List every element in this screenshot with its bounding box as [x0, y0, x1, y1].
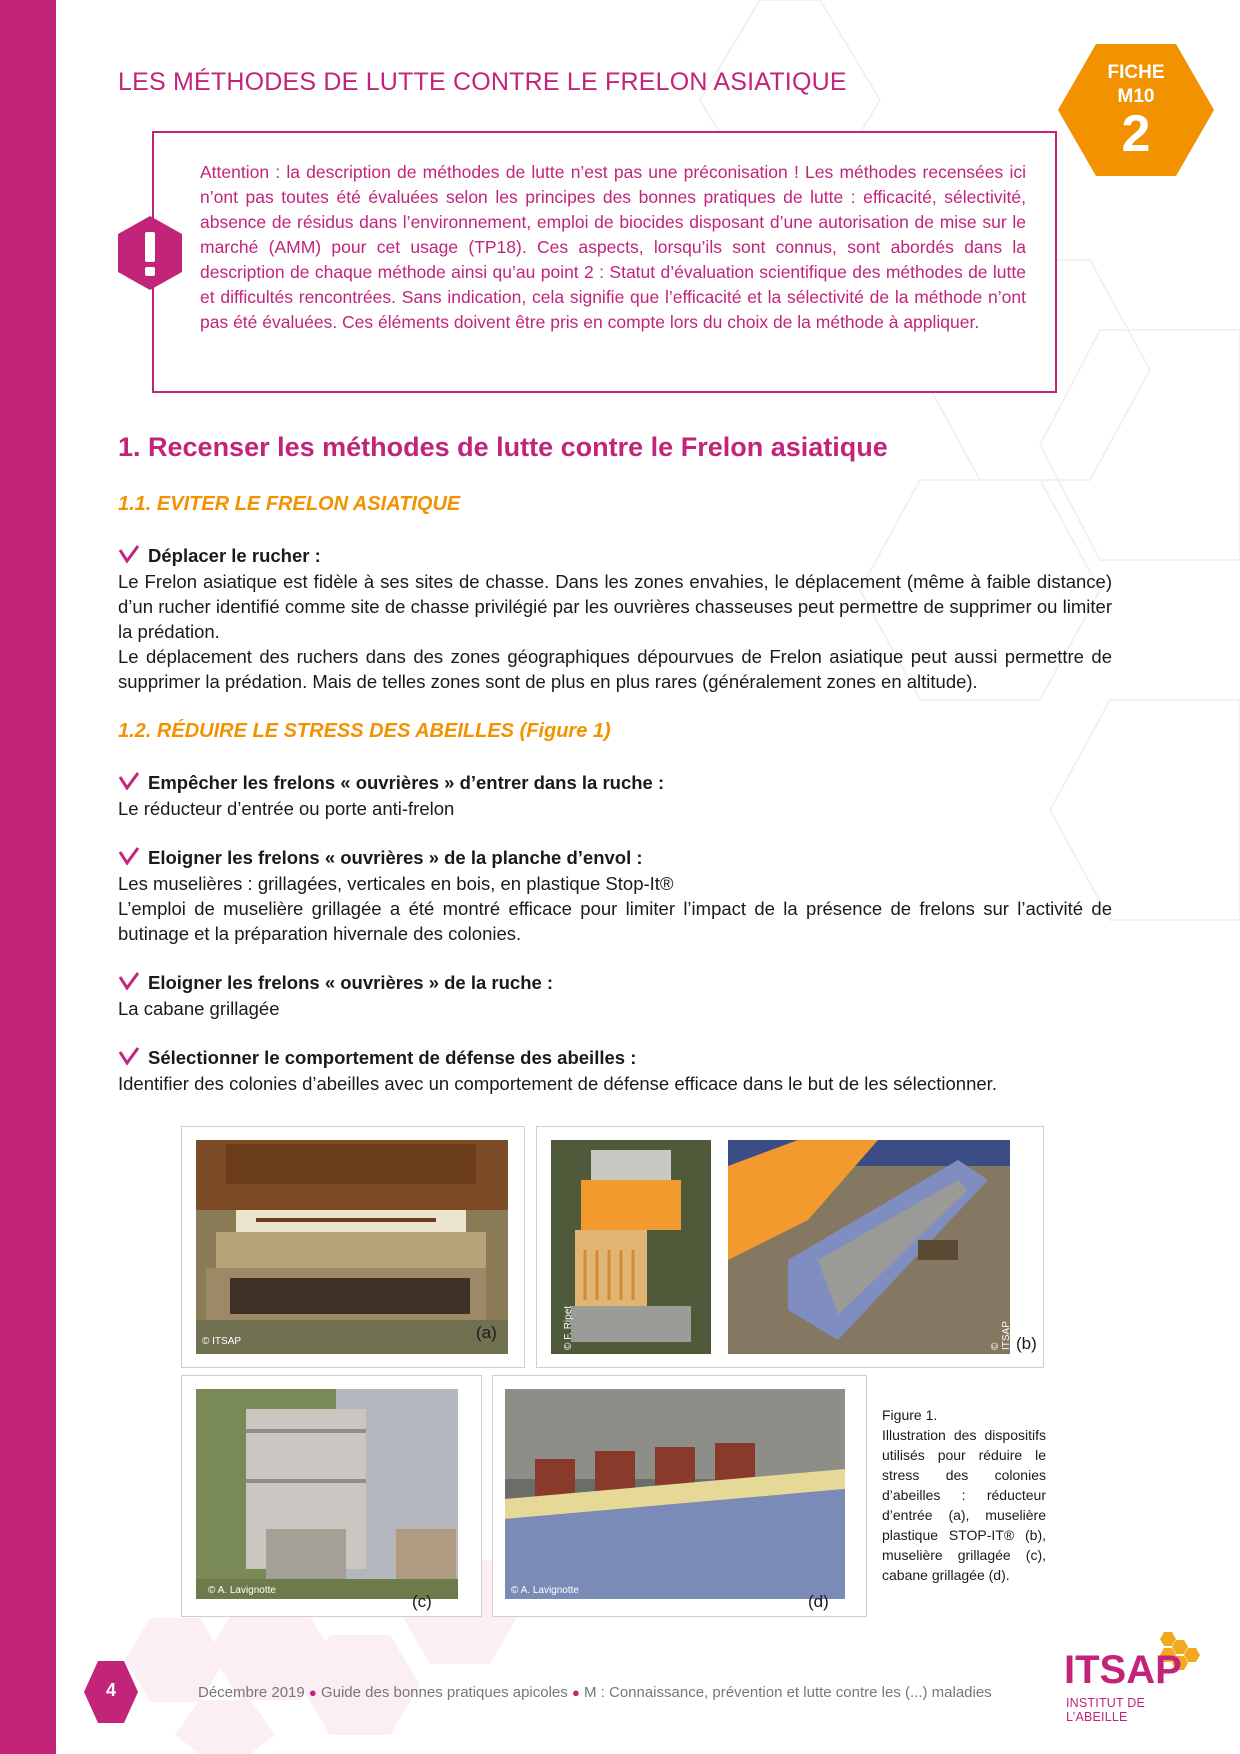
- exclamation-hexagon-icon: [118, 216, 182, 290]
- item-heading-label: Empêcher les frelons « ouvrières » d’entrer dans la ruche :: [148, 772, 665, 793]
- item-heading-label: Eloigner les frelons « ouvrières » de la planche d’envol :: [148, 847, 643, 868]
- item-heading-eloigner-planche: [118, 846, 643, 869]
- photo-wire-cage: [505, 1389, 845, 1599]
- page-number-badge: [84, 1661, 138, 1723]
- photo-entrance-reducer: [196, 1140, 508, 1354]
- photo-credit: © A. Lavignotte: [511, 1585, 579, 1596]
- subsection-heading-1: 1.1. EVITER LE FRELON ASIATIQUE: [118, 493, 461, 515]
- item-heading-selectionner: [118, 1046, 636, 1069]
- checkmark-icon: [118, 1046, 140, 1066]
- item-heading-label: Eloigner les frelons « ouvrières » de la ruche :: [148, 972, 554, 993]
- photo-stop-it-top: [728, 1140, 1010, 1354]
- figure-letter-b: (b): [1016, 1334, 1037, 1353]
- warning-text: Attention : la description de méthodes de lutte n’est pas une préconisation ! Les méthodes recensées ici n’ont pas toutes été évaluées selon les principes des bonnes pratiques de lutte : efficacité, sélectivité, absence de résidus dans l’environnement, emploi de biocides disposant d’une autorisation de mise sur le marché (AMM) pour cet usage (TP18). Ces aspects, lorsqu’ils sont connus, sont abordés dans la description de chaque méthode ainsi qu’au point 2 : Statut d’évaluation scientifique des méthodes de lutte et difficultés rencontrées. Sans indication, cela signifie que l’efficacité et la sélectivité de la méthode n’ont pas été évaluées. Ces éléments doivent être pris en compte lors du choix de la méthode à appliquer.: [200, 162, 1026, 332]
- item-heading-deplacer: [118, 544, 321, 567]
- checkmark-icon: [118, 971, 140, 991]
- footer-text: [198, 1684, 992, 1701]
- photo-credit: © ITSAP: [202, 1336, 242, 1347]
- paragraph: Le déplacement des ruchers dans des zones géographiques dépourvues de Frelon asiatique peut aussi permettre de supprimer la prédation. Mais de telles zones sont de plus en plus rares (généralement zones en altitude).: [118, 646, 1112, 692]
- page-number: 4: [105, 1680, 116, 1700]
- figure-letter-c: (c): [412, 1592, 432, 1611]
- photo-credit: © A. Lavignotte: [208, 1585, 276, 1596]
- paragraph: Le réducteur d’entrée ou porte anti-frelon: [118, 798, 455, 819]
- itsap-logo: [1060, 1626, 1200, 1724]
- photo-credit: © ITSAP: [990, 1321, 1012, 1350]
- page-title: LES MÉTHODES DE LUTTE CONTRE LE FRELON ASIATIQUE: [118, 68, 847, 96]
- item-heading-label: Sélectionner le comportement de défense des abeilles :: [148, 1047, 637, 1068]
- paragraph: La cabane grillagée: [118, 998, 280, 1019]
- footer-guide: Guide des bonnes pratiques apicoles: [320, 1684, 568, 1701]
- fiche-number: 2: [1121, 105, 1151, 163]
- checkmark-icon: [118, 544, 140, 564]
- fiche-code: M10: [1117, 86, 1155, 107]
- figure-letter-a: (a): [476, 1323, 497, 1342]
- figure-letter-d: (d): [808, 1592, 829, 1611]
- photo-wire-muzzle: [196, 1389, 458, 1599]
- item-heading-label: Déplacer le rucher :: [148, 545, 321, 566]
- section-heading: 1. Recenser les méthodes de lutte contre le Frelon asiatique: [118, 432, 888, 462]
- paragraph: Le Frelon asiatique est fidèle à ses sites de chasse. Dans les zones envahies, le déplacement (même à faible distance) d’un rucher identifié comme site de chasse privilégié par les ouvrières chasseuses peut permettre de supprimer ou limiter la prédation.: [118, 571, 1112, 642]
- item-heading-empecher: [118, 771, 664, 794]
- footer-date: Décembre 2019: [198, 1684, 305, 1701]
- figure-caption-title: Figure 1.: [882, 1407, 938, 1423]
- subsection-heading-2: 1.2. RÉDUIRE LE STRESS DES ABEILLES (Figure 1): [118, 720, 611, 742]
- checkmark-icon: [118, 771, 140, 791]
- checkmark-icon: [118, 846, 140, 866]
- paragraph: L’emploi de muselière grillagée a été montré efficace pour limiter l’impact de la présence de frelons sur l’activité de butinage et la préparation hivernale des colonies.: [118, 898, 1112, 944]
- figure-caption: [882, 1405, 1046, 1585]
- footer-chapter: M : Connaissance, prévention et lutte contre les (...) maladies: [583, 1684, 992, 1701]
- figure-caption-body: Illustration des dispositifs utilisés pour réduire le stress des colonies d’abeilles : réducteur d’entrée (a), muselière plastique STOP-IT® (b), muselière grillagée (c), cabane grillagée (d).: [882, 1427, 1046, 1583]
- fiche-label: FICHE: [1107, 62, 1165, 83]
- paragraph: Identifier des colonies d’abeilles avec un comportement de défense efficace dans le but de les sélectionner.: [118, 1073, 997, 1094]
- logo-wordmark: ITSAP: [1064, 1648, 1182, 1692]
- item-heading-eloigner-ruche: [118, 971, 553, 994]
- photo-credit: © F. Ripet: [563, 1305, 574, 1350]
- bullet-dot-icon: ●: [308, 1685, 317, 1700]
- fiche-badge: [1058, 44, 1214, 176]
- paragraph: Les muselières : grillagées, verticales en bois, en plastique Stop-It®: [118, 873, 674, 894]
- logo-subtitle: INSTITUT DE L’ABEILLE: [1066, 1696, 1146, 1724]
- bullet-dot-icon: ●: [571, 1685, 580, 1700]
- photo-stop-it-front: [551, 1140, 711, 1354]
